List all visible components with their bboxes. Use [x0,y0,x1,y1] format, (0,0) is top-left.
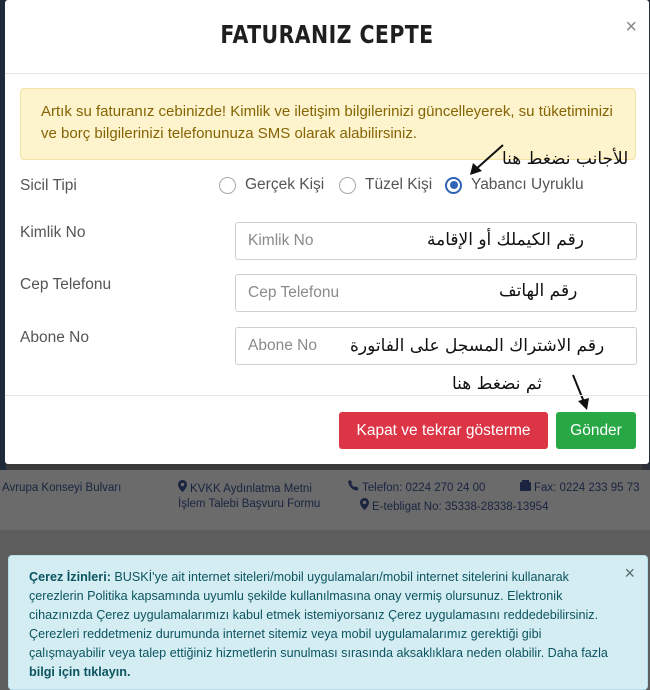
close-icon[interactable]: × [624,563,635,583]
dismiss-button[interactable]: Kapat ve tekrar gösterme [339,412,548,449]
footer-phone-label: Telefon: 0224 270 24 00 [362,482,486,494]
modal-footer-divider [5,395,649,396]
annotation-subscriber: رقم الاشتراك المسجل على الفاتورة [350,336,605,356]
cookie-title: Çerez İzinleri: [29,570,111,584]
radio-gercek-kisi[interactable] [219,176,324,194]
info-alert: Artık su faturanız cebinizde! Kimlik ve iletişim bilgilerinizi güncelleyerek, su tüketiminizi ve borç bilgilerinizi telefonunuza SMS olarak alabilirsiniz. [20,88,636,160]
footer-etebligat [360,498,548,513]
radio-yabanci-uyruklu[interactable] [445,176,584,194]
radio-button-selected[interactable] [445,177,462,194]
map-pin-icon [360,498,369,510]
cep-telefonu-label: Cep Telefonu [20,276,112,293]
radio-label: Yabancı Uyruklu [471,176,584,193]
annotation-id: رقم الكيملك أو الإقامة [427,230,584,250]
modal-title: FATURANIZ CEPTE [220,20,434,49]
arrow-icon [565,372,595,412]
annotation-foreigner: للأجانب نضغط هنا [502,149,629,169]
annotation-submit: ثم نضغط هنا [452,374,542,394]
radio-button[interactable] [339,177,356,194]
fatura-modal [5,0,649,464]
radio-button[interactable] [219,177,236,194]
arrow-icon [467,142,507,178]
footer-fax-label: Fax: 0224 233 95 73 [534,482,640,494]
modal-header [5,0,649,74]
footer-form-link[interactable]: İşlem Talebi Başvuru Formu [178,498,321,510]
footer-fax [520,480,640,494]
map-pin-icon [178,480,187,492]
fax-icon [520,480,531,491]
site-footer [0,470,650,530]
footer-kvkk-label: KVKK Aydınlatma Metni [190,483,312,495]
cookie-text: BUSKİ'ye ait internet siteleri/mobil uygulamaları/mobil internet sitelerini kullanarak çerezlerin Politika kapsamında uyumlu şekilde kullanılmasına onay vermiş olursunuz. Elektronik cihazınızda Çerez uygulamalarımızı kabul etmek istemiyorsanız Çerez uygulamasını reddedebilirsiniz. Çerezleri reddetmeniz durumunda internet sitemiz veya mobil uygulamalarımız gerektiği gibi çalışmayabilir veya talep ettiğiniz hizmetlerin sunulması sırasında aksaklıklara neden olabilir. Daha fazla [29,570,608,660]
kimlik-no-label: Kimlik No [20,224,86,241]
abone-no-label: Abone No [20,329,89,346]
cookie-info-link[interactable]: bilgi için tıklayın. [29,665,131,679]
radio-label: Gerçek Kişi [245,176,325,193]
annotation-phone: رقم الهاتف [499,281,578,301]
radio-tuzel-kisi[interactable] [339,176,432,194]
footer-kvkk-link[interactable] [178,480,312,495]
footer-address: Avrupa Konseyi Bulvarı [2,482,122,494]
submit-button[interactable]: Gönder [556,412,636,449]
cookie-banner [8,555,648,690]
phone-icon [348,480,359,491]
footer-etebligat-label: E-tebligat No: 35338-28338-13954 [372,501,549,513]
radio-label: Tüzel Kişi [365,176,433,193]
sicil-tipi-label: Sicil Tipi [20,177,77,194]
footer-phone [348,480,485,494]
close-icon[interactable]: × [625,16,637,38]
